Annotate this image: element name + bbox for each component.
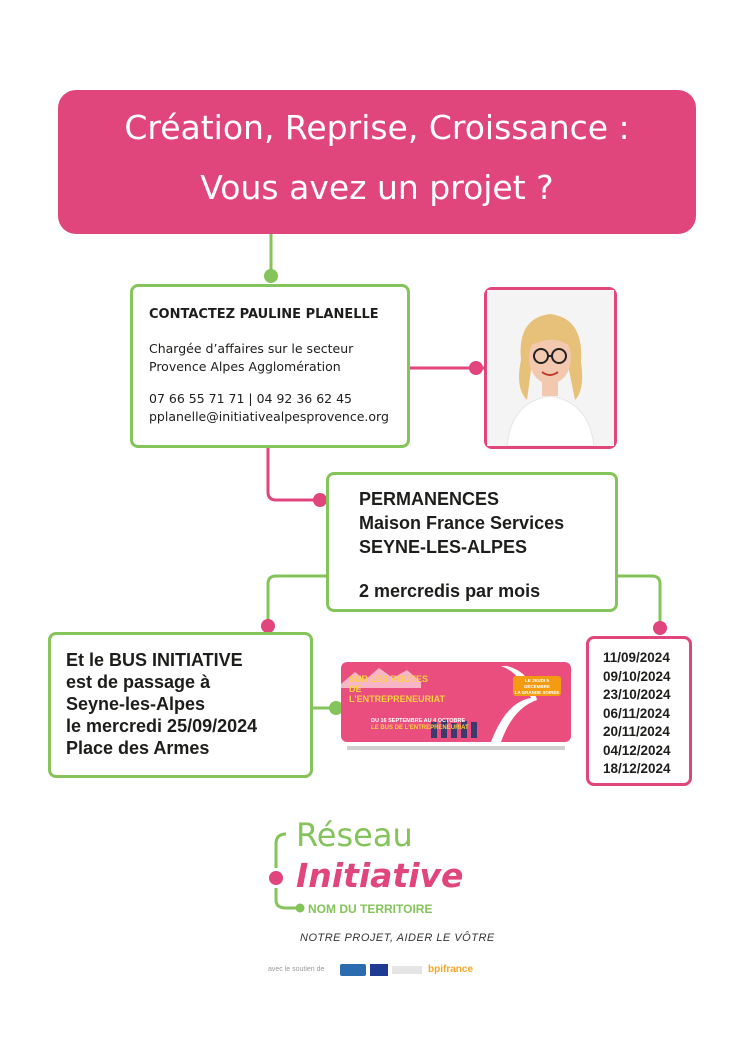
title-line-2: Vous avez un projet ? — [200, 168, 554, 207]
date-item: 18/12/2024 — [603, 761, 671, 776]
portrait-illustration — [487, 290, 614, 446]
tagline: NOTRE PROJET, AIDER LE VÔTRE — [300, 932, 495, 944]
logo-territory: NOM DU TERRITOIRE — [308, 902, 433, 916]
date-item: 04/12/2024 — [603, 742, 671, 758]
title-line-1: Création, Reprise, Croissance : — [124, 108, 630, 147]
banner-badge: LE JEUDI 5 DÉCEMBRE — [524, 678, 550, 689]
bus-line-4: le mercredi 25/09/2024 — [66, 716, 258, 736]
contact-email[interactable]: pplanelle@initiativealpesprovence.org — [149, 409, 389, 424]
bus-line-2: est de passage à — [66, 672, 211, 692]
bus-line-1: Et le BUS INITIATIVE — [66, 650, 243, 670]
bus-line-3: Seyne-les-Alpes — [66, 694, 206, 714]
reseau-initiative-logo — [264, 812, 494, 922]
dates-list — [586, 636, 692, 786]
date-item: 09/10/2024 — [603, 668, 671, 684]
permanences-frequency: 2 mercredis par mois — [359, 581, 541, 601]
eu-flag-icon — [370, 964, 388, 976]
eu-text-logo — [392, 966, 422, 974]
logo-word-1: Réseau — [296, 816, 413, 854]
region-logo — [340, 964, 366, 976]
banner-subtitle: LE BUS DE L'ENTREPRENEURIAT — [371, 725, 469, 731]
logo-word-2: Initiative — [296, 856, 464, 895]
connector-dot — [469, 361, 483, 375]
banner-dates: DU 16 SEPTEMBRE AU 4 OCTOBRE — [371, 718, 466, 724]
date-item: 06/11/2024 — [603, 705, 670, 721]
banner-headline-2: L'ENTREPRENEURIAT — [349, 694, 445, 704]
permanences-title: PERMANENCES — [359, 489, 500, 509]
contact-phones: 07 66 55 71 71 | 04 92 36 62 45 — [149, 391, 353, 406]
date-item: 20/11/2024 — [603, 724, 670, 739]
banner-headline-1: SUR LES ROUTES DE — [349, 674, 429, 694]
bus-line-5: Place des Armes — [66, 738, 210, 758]
banner-badge-2: LA GRANDE SOIRÉE — [514, 690, 560, 695]
permanences-place: Maison France Services — [359, 513, 565, 533]
contact-card — [130, 284, 410, 448]
contact-role-line-2: Provence Alpes Agglomération — [149, 359, 341, 374]
contact-role-line-1: Chargée d’affaires sur le secteur — [149, 341, 354, 356]
title-banner — [58, 90, 696, 234]
contact-heading: CONTACTEZ PAULINE PLANELLE — [149, 307, 379, 322]
support-text: avec le soutien de — [268, 966, 325, 973]
permanences-card — [326, 472, 618, 612]
contact-photo — [484, 287, 617, 449]
date-item: 11/09/2024 — [603, 650, 670, 665]
connector-dot — [264, 269, 278, 283]
date-item: 23/10/2024 — [603, 687, 671, 702]
bus-card — [48, 632, 313, 778]
permanences-city: SEYNE-LES-ALPES — [359, 537, 528, 557]
connector-dot — [653, 621, 667, 635]
connector-dot — [261, 619, 275, 633]
connector-dot — [313, 493, 327, 507]
bus-event-banner — [341, 662, 571, 754]
bpifrance-logo: bpifrance — [428, 964, 474, 975]
